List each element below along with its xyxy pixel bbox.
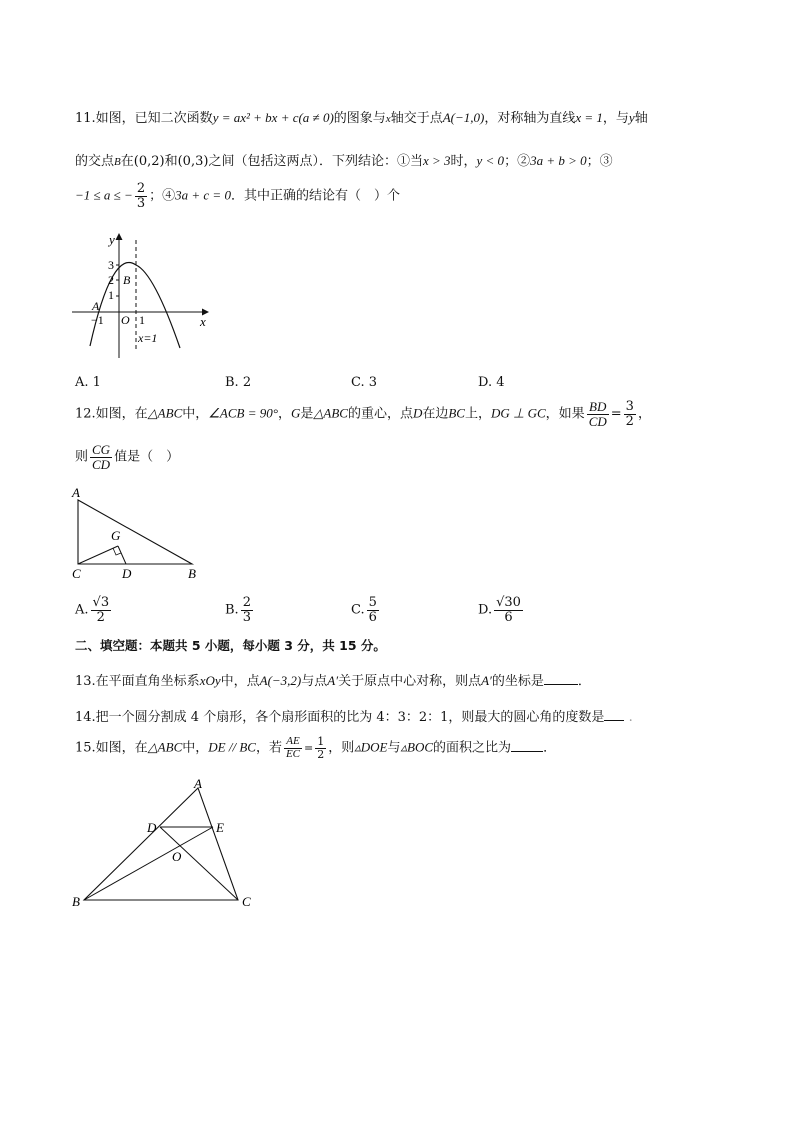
- label-d: D: [147, 820, 157, 835]
- q12-text: 是: [300, 406, 314, 422]
- q13-point-a-prime: A′: [327, 673, 339, 688]
- q13-line: [75, 670, 591, 689]
- q11-text: 之间（包括这两点）．下列结论：①当: [208, 154, 423, 169]
- label-d: D: [122, 566, 132, 580]
- q12-perp: DG ⊥ GC: [491, 405, 546, 421]
- q11-y: y: [628, 110, 635, 125]
- q12-ratio-frac: [587, 400, 609, 428]
- q13-answer-blank[interactable]: [544, 672, 578, 685]
- triangle-abc: [84, 788, 238, 900]
- q15-triangle-boc: ▵BOC: [400, 739, 434, 755]
- triangle-abc: [78, 500, 192, 564]
- q11-line3: [75, 182, 400, 210]
- q12-triangle: △ABC: [313, 405, 348, 421]
- q14-answer-blank[interactable]: [604, 708, 624, 721]
- label-o: O: [121, 313, 130, 327]
- q11-cond: −1 ≤ a ≤ −: [75, 187, 133, 203]
- q11-point-b: B: [114, 156, 121, 168]
- q14-text: .: [624, 710, 633, 725]
- q11-text: 轴: [634, 111, 648, 126]
- q11-text: 的交点: [75, 154, 115, 169]
- label-a: A: [92, 299, 100, 313]
- q13-text: 13.在平面直角坐标系: [75, 674, 200, 689]
- q15-parallel: DE // BC: [208, 739, 256, 755]
- q11-option-a[interactable]: A. 1: [75, 375, 101, 390]
- q11-options: [75, 375, 595, 391]
- q11-option-b[interactable]: B. 2: [225, 375, 252, 390]
- label-a: A: [194, 778, 202, 791]
- label-3: 3: [108, 258, 114, 272]
- q11-text: 时，: [450, 154, 477, 169]
- q12-triangle-figure: [68, 484, 208, 580]
- numerator: 5: [368, 595, 377, 610]
- label-x: x: [200, 314, 206, 329]
- q12-text: 的重心，点: [347, 406, 413, 422]
- q11-cond: 3a + c = 0: [175, 187, 231, 203]
- q15-value-frac: [315, 736, 326, 760]
- label-1: 1: [108, 288, 114, 302]
- q11-x: x: [385, 113, 391, 125]
- denominator: EC: [285, 747, 301, 760]
- option-frac: [241, 596, 253, 624]
- numerator: 3: [625, 399, 634, 414]
- q12-option-c[interactable]: [351, 596, 381, 624]
- label-b: B: [123, 273, 131, 287]
- q12-text: 则: [75, 449, 89, 465]
- option-letter: B.: [225, 602, 239, 618]
- q11-fraction: [135, 182, 147, 210]
- q11-point: (0,2): [133, 154, 165, 169]
- q15-text: ，则: [328, 740, 355, 756]
- q11-text: ，对称轴为直线: [484, 111, 576, 126]
- label-b: B: [72, 894, 80, 909]
- option-letter: D.: [478, 602, 493, 618]
- denominator: 3: [242, 609, 251, 625]
- q13-point-a-prime: A′: [481, 673, 492, 688]
- q12-triangle: △ABC: [147, 405, 183, 421]
- numerator: 2: [136, 181, 146, 196]
- q12-value-frac: [624, 400, 636, 428]
- q13-xoy: xOy: [199, 673, 221, 688]
- label-sym: x=1: [138, 331, 158, 345]
- q11-text: 轴交于点: [390, 111, 443, 126]
- q11-text: 11.如图，已知二次函数: [75, 111, 213, 126]
- label-c: C: [242, 894, 251, 909]
- q12-text: 在边: [422, 406, 449, 422]
- segment-be: [84, 827, 213, 900]
- numerator: CG: [92, 442, 111, 457]
- q12-text: 中，: [182, 406, 209, 422]
- q15-line: [75, 736, 556, 760]
- denominator: CD: [588, 413, 607, 429]
- q14-line: [75, 706, 633, 725]
- option-frac: [91, 596, 112, 624]
- q13-text: 与点: [301, 674, 328, 689]
- label-e: E: [216, 820, 224, 835]
- denominator: 6: [368, 609, 377, 625]
- q15-text: ，若: [255, 740, 282, 756]
- q11-text: ；②: [504, 154, 531, 169]
- q12-line2: [75, 443, 179, 471]
- q11-text: 在: [120, 154, 134, 169]
- q11-cond: y < 0: [476, 153, 505, 168]
- q11-point: (0,3): [177, 154, 209, 169]
- q14-text: 14.把一个圆分割成 4 个扇形，各个扇形面积的比为 4：3：2：1，则最大的圆心角的度数是: [75, 710, 605, 725]
- label-pos1: 1: [139, 313, 145, 327]
- label-a: A: [72, 485, 80, 500]
- q11-line2: [75, 150, 613, 169]
- q12-question-frac: [90, 443, 112, 471]
- q12-text: 12.如图，在: [75, 406, 148, 422]
- option-frac: [367, 596, 379, 624]
- q11-parabola-graph: [68, 228, 218, 363]
- q11-cond: x > 3: [422, 153, 451, 168]
- label-neg1: −1: [91, 313, 104, 327]
- q13-text: 中，点: [220, 674, 260, 689]
- q12-text: ，: [637, 406, 651, 422]
- q12-text: ，如果: [545, 406, 585, 422]
- segment-cg: [78, 546, 118, 564]
- q12-line1: [75, 400, 651, 428]
- q11-text: ；④: [149, 188, 176, 204]
- q15-text: 与: [387, 740, 401, 756]
- numerator: 2: [242, 595, 251, 610]
- label-o: O: [172, 849, 182, 864]
- q15-text: 15.如图，在: [75, 740, 148, 756]
- q13-text: ．: [577, 674, 591, 689]
- label-y: y: [109, 232, 115, 247]
- q15-triangle: △ABC: [147, 739, 183, 755]
- denominator: 2: [625, 413, 634, 429]
- section-heading: 二、填空题：本题共 5 小题，每小题 3 分，共 15 分。: [75, 638, 386, 653]
- q11-text: 和: [164, 154, 178, 169]
- q13-point-a: A(−3,2): [259, 673, 302, 688]
- option-letter: C.: [351, 602, 365, 618]
- label-b: B: [188, 566, 196, 580]
- segment-gd: [118, 546, 126, 564]
- label-c: C: [72, 566, 81, 580]
- q11-text: 的图象与: [333, 111, 386, 126]
- q11-line1: [75, 107, 648, 126]
- q12-text: ，: [277, 406, 291, 422]
- numerator: BD: [587, 400, 609, 415]
- q15-triangle-figure: [68, 778, 268, 910]
- q15-answer-blank[interactable]: [511, 739, 543, 752]
- q11-cond: 3a + b > 0: [530, 153, 587, 168]
- q12-text: 值是（ ）: [114, 449, 180, 465]
- q12-option-d[interactable]: [478, 596, 525, 624]
- numerator: √30: [496, 595, 521, 610]
- q12-bc: BC: [448, 405, 465, 421]
- q12-angle: ∠ACB = 90°: [208, 405, 278, 421]
- q15-eq: =: [304, 741, 314, 755]
- label-2: 2: [108, 273, 114, 287]
- q12-option-a[interactable]: [75, 596, 113, 624]
- q11-option-c[interactable]: C. 3: [351, 375, 378, 390]
- denominator: 2: [96, 609, 105, 625]
- q12-options: [75, 588, 595, 626]
- label-g: G: [111, 528, 121, 543]
- q11-function: y = ax² + bx + c(a ≠ 0): [212, 110, 334, 125]
- parabola-curve: [90, 262, 180, 348]
- numerator: 1: [317, 735, 325, 748]
- q11-option-d[interactable]: D. 4: [478, 375, 505, 390]
- denominator: 2: [317, 747, 325, 761]
- q11-symmetry: x = 1: [575, 110, 603, 125]
- q11-text: ，与: [602, 111, 629, 126]
- denominator: 6: [504, 609, 513, 625]
- q13-text: 关于原点中心对称，则点: [338, 674, 482, 689]
- q12-text: 上，: [464, 406, 491, 422]
- q12-d: D: [412, 405, 423, 421]
- q13-text: 的坐标是: [491, 674, 544, 689]
- q15-text: ．: [543, 740, 557, 756]
- denominator: CD: [92, 456, 111, 472]
- q12-option-b[interactable]: [225, 596, 255, 624]
- q15-ratio-frac: [284, 736, 302, 760]
- option-letter: A.: [75, 602, 89, 618]
- q12-g: G: [290, 405, 301, 421]
- q15-text: 中，: [182, 740, 209, 756]
- q11-text: ；③: [586, 154, 613, 169]
- q15-text: 的面积之比为: [433, 740, 512, 756]
- q11-text: ．其中正确的结论有（ ）个: [230, 188, 400, 204]
- q15-triangle-doe: ▵DOE: [354, 739, 388, 755]
- option-frac: [494, 596, 523, 624]
- q12-eq: =: [610, 406, 622, 422]
- numerator: √3: [92, 595, 110, 610]
- q11-point-a: A(−1,0): [442, 110, 485, 125]
- denominator: 3: [136, 195, 146, 211]
- numerator: AE: [284, 736, 302, 749]
